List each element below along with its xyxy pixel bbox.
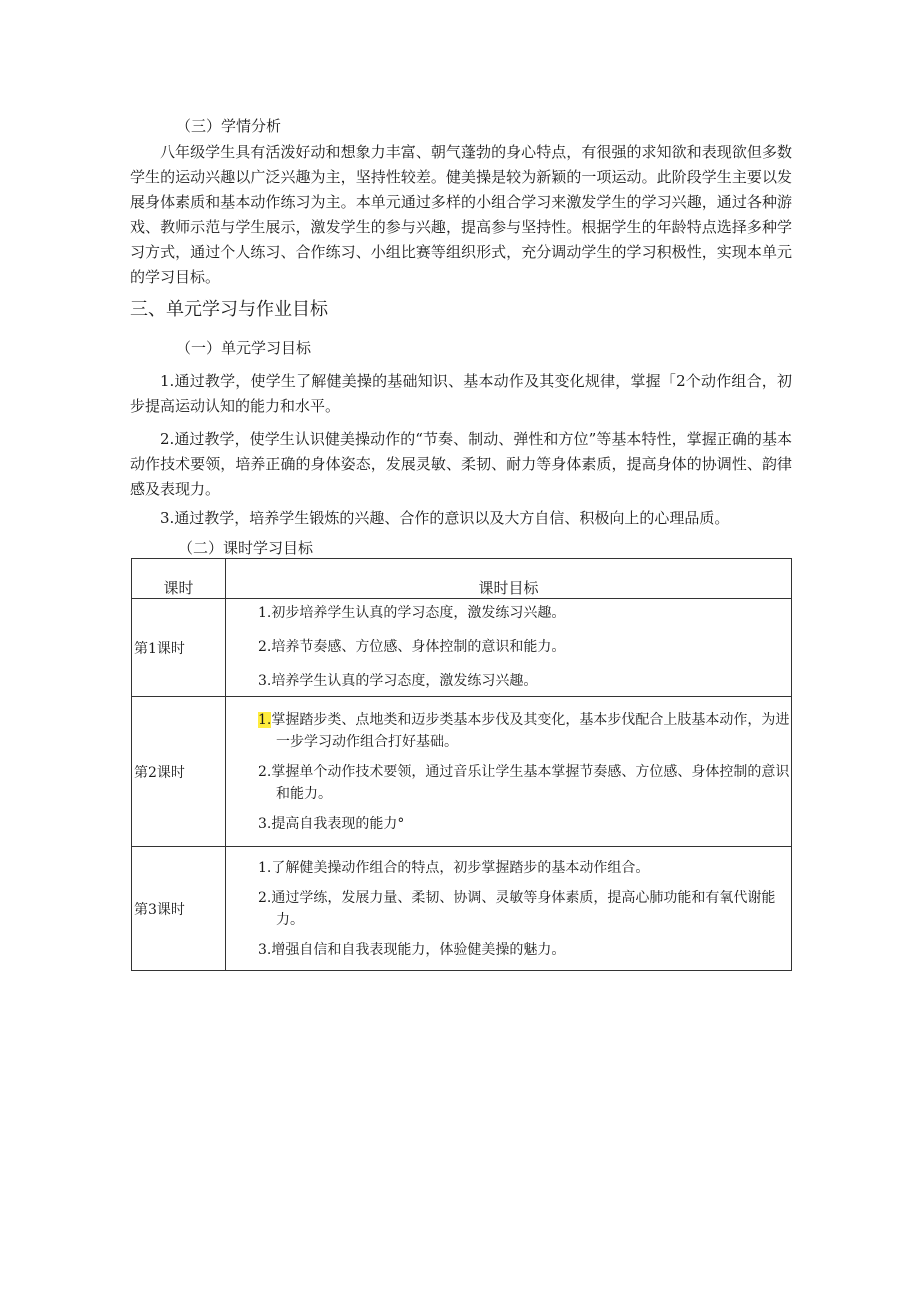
table-row	[132, 599, 792, 697]
goal-item	[258, 670, 791, 692]
lesson-goals-table	[131, 558, 792, 971]
lesson-goals-cell	[226, 599, 792, 697]
goal-item	[258, 813, 791, 835]
table-row	[132, 697, 792, 847]
goal-item	[258, 857, 791, 879]
goal-text: .增强自信和自我表现能力，体验健美操的魅力。	[266, 941, 566, 958]
section-three-heading: 三、单元学习与作业目标	[130, 299, 328, 320]
table-row	[132, 847, 792, 971]
lesson-goals-cell	[226, 847, 792, 971]
goal-text: .培养节奏感、方位感、身体控制的意识和能力。	[266, 638, 566, 655]
goal-item	[258, 602, 791, 624]
learning-analysis-paragraph: 八年级学生具有活泼好动和想象力丰富、朝气蓬勃的身心特点，有很强的求知欲和表现欲但多数学生的运动兴趣以广泛兴趣为主，坚持性较差。健美操是较为新颖的一项运动。此阶段学生主要以发展身体素质和基本动作练习为主。本单元通过多样的小组合学习来激发学生的学习兴趣，通过各种游戏、教师示范与学生展示，激发学生的参与兴趣，提高参与坚持性。根据学生的年龄特点选择多种学习方式，通过个人练习、合作练习、小组比赛等组织形式，充分调动学生的学习积极性，实现本单元的学习目标。	[130, 143, 792, 286]
unit-goals-heading: （一）单元学习目标	[176, 339, 312, 357]
goal-number-highlighted: 1.	[258, 711, 272, 728]
goal-number: 2	[258, 638, 267, 655]
goal-item	[258, 939, 791, 961]
goal-number: 3	[258, 941, 267, 958]
goal-item	[258, 761, 791, 805]
lesson-name-cell: 第3课时	[132, 847, 226, 971]
goal-text: .了解健美操动作组合的特点，初步掌握踏步的基本动作组合。	[266, 859, 650, 876]
lesson-goals-heading: （二）课时学习目标	[178, 539, 314, 557]
goal-text: .初步培养学生认真的学习态度，激发练习兴趣。	[266, 604, 566, 621]
lesson-name-cell: 第2课时	[132, 697, 226, 847]
goal-text: 掌握踏步类、点地类和迈步类基本步伐及其变化，基本步伐配合上肢基本动作，为进一步学习动作组合打好基础。	[271, 711, 790, 750]
goal-number: 2	[258, 763, 267, 780]
goal-item	[258, 887, 791, 931]
goal-text: .掌握单个动作技术要领，通过音乐让学生基本掌握节奏感、方位感、身体控制的意识和能力。	[266, 763, 790, 802]
goal-text: .通过学练，发展力量、柔韧、协调、灵敏等身体素质，提高心肺功能和有氧代谢能力。	[266, 889, 776, 928]
goal-text: .提高自我表现的能力°	[266, 815, 405, 832]
unit-goal-3: 3.通过教学，培养学生锻炼的兴趣、合作的意识以及大方自信、积极向上的心理品质。	[160, 509, 730, 527]
lesson-name-cell: 第1课时	[132, 599, 226, 697]
goal-number: 1	[258, 859, 267, 876]
goal-number: 1	[258, 604, 267, 621]
learning-analysis-heading: （三）学情分析	[176, 117, 282, 135]
goal-number: 2	[258, 889, 267, 906]
unit-goal-2: 2.通过教学，使学生认识健美操动作的“节奏、制动、弹性和方位”等基本特性，掌握正确的基本动作技术要领，培养正确的身体姿态，发展灵敏、柔韧、耐力等身体素质，提高身体的协调性、韵律感及表现力。	[130, 430, 792, 498]
goal-number: 3	[258, 815, 267, 832]
goal-number: 3	[258, 672, 267, 689]
goal-item	[258, 636, 791, 658]
table-header-row	[132, 559, 792, 599]
goal-item	[258, 709, 791, 753]
lesson-goals-cell	[226, 697, 792, 847]
header-goal: 课时目标	[226, 559, 792, 599]
header-lesson: 课时	[132, 559, 226, 599]
goal-text: .培养学生认真的学习态度，激发练习兴趣。	[266, 672, 538, 689]
unit-goal-1: 1.通过教学，使学生了解健美操的基础知识、基本动作及其变化规律，掌握「2个动作组合，初步提高运动认知的能力和水平。	[130, 372, 792, 415]
